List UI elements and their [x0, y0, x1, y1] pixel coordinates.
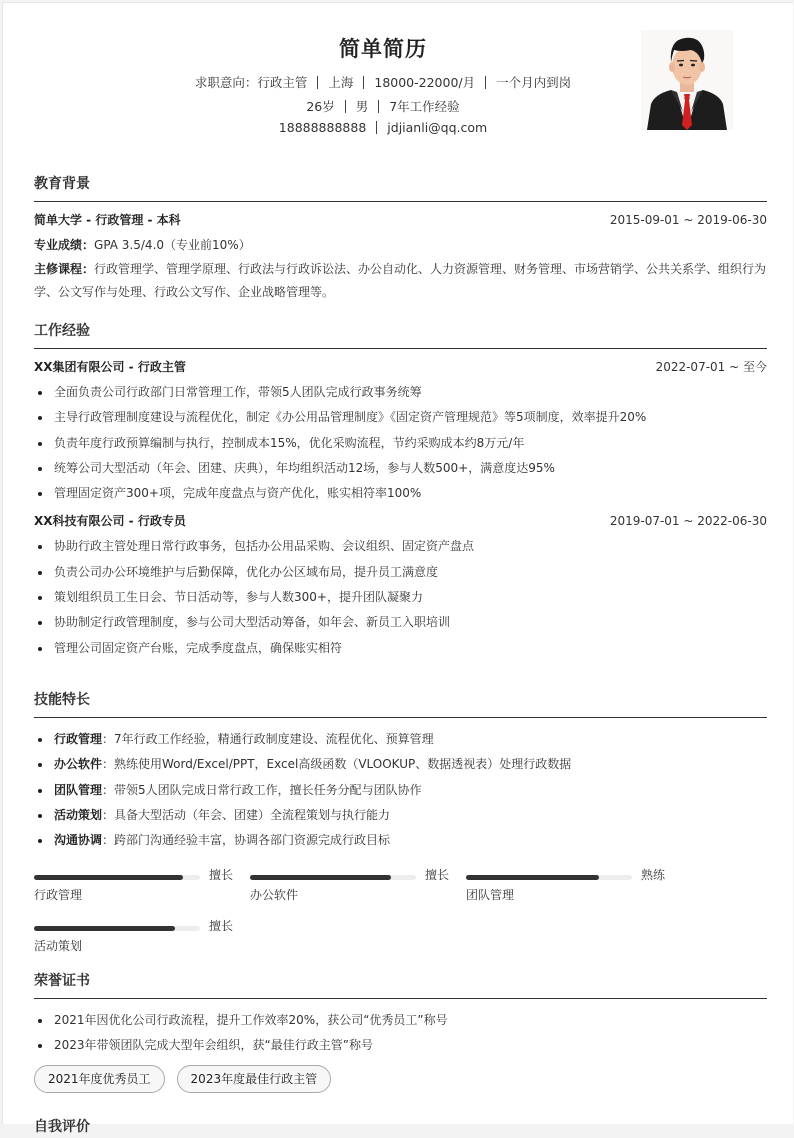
- courses-label: 主修课程：: [34, 262, 95, 276]
- honors-section: [34, 970, 767, 1093]
- self-evaluation-section: [34, 1116, 767, 1138]
- resume-header: [3, 3, 793, 153]
- education-period: 2015-09-01 ~ 2019-06-30: [609, 213, 767, 227]
- divider: [376, 121, 377, 134]
- skill-name: 团队管理: [466, 888, 515, 903]
- skill-desc: ：熟练使用Word/Excel/PPT，Excel高级函数（VLOOKUP、数据透视表）处理行政数据: [102, 757, 572, 772]
- resume-title: 简单简历: [339, 37, 427, 61]
- divider: [378, 100, 379, 113]
- skill-item: [34, 778, 767, 803]
- honor-tag: 2023年度最佳行政主管: [177, 1065, 332, 1093]
- honor-tags: [34, 1065, 767, 1093]
- skill-name: 活动策划: [34, 939, 83, 954]
- company-role: XX科技有限公司 - 行政专员: [34, 514, 186, 529]
- school-degree: 简单大学 - 行政管理 - 本科: [34, 213, 181, 227]
- progress-fill: [34, 926, 175, 931]
- skill-bars: [34, 869, 767, 981]
- list-item: 协助行政主管处理日常行政事务，包括办公用品采购、会议组织、固定资产盘点: [34, 534, 767, 559]
- courses-value: 行政管理学、管理学原理、行政法与行政诉讼法、办公自动化、人力资源管理、财务管理、市场营销学、公共关系学、组织行为学、公文写作与处理、行政公文写作、企业战略管理等。: [34, 262, 767, 299]
- job-header: [34, 509, 767, 534]
- skill-item: [34, 752, 767, 777]
- company-role: XX集团有限公司 - 行政主管: [34, 360, 186, 374]
- avatar-person-icon: [641, 30, 733, 130]
- skill-item: [34, 803, 767, 828]
- avatar-photo: [641, 30, 733, 130]
- honors-list: [34, 1008, 767, 1059]
- skill-bar: [34, 920, 234, 966]
- education-header: [34, 208, 767, 233]
- job-period: 2019-07-01 ~ 2022-06-30: [609, 514, 767, 529]
- job-duties: [34, 380, 767, 506]
- availability: 一个月内到岗: [496, 75, 572, 90]
- list-item: 负责公司办公环境维护与后勤保障，优化办公区域布局，提升员工满意度: [34, 560, 767, 585]
- list-item: 协助制定行政管理制度，参与公司大型活动筹备，如年会、新员工入职培训: [34, 610, 767, 635]
- list-item: 统筹公司大型活动（年会、团建、庆典），年均组织活动12场，参与人数500+，满意度达95%: [34, 456, 767, 481]
- progress-fill: [34, 875, 183, 880]
- job-duties: [34, 534, 767, 660]
- location: 上海: [328, 75, 354, 90]
- skill-item: [34, 727, 767, 752]
- experience-years: 7年工作经验: [389, 99, 460, 114]
- list-item: 2023年带领团队完成大型年会组织，获“最佳行政主管”称号: [34, 1033, 767, 1058]
- skill-desc: ：7年行政工作经验，精通行政制度建设、流程优化、预算管理: [102, 732, 434, 746]
- divider: [317, 76, 318, 89]
- skill-label: 沟通协调: [54, 833, 103, 848]
- section-title: 技能特长: [34, 692, 90, 708]
- section-title: 教育背景: [34, 176, 90, 192]
- skill-label: 办公软件: [54, 757, 103, 772]
- job-entry: [34, 355, 767, 506]
- skill-name: 办公软件: [250, 888, 299, 903]
- progress-track: [34, 926, 200, 931]
- skill-desc: ：带领5人团队完成日常行政工作，擅长任务分配与团队协作: [102, 782, 422, 797]
- skill-level: 擅长: [209, 919, 234, 934]
- skill-bar: [250, 869, 450, 915]
- gpa-row: [34, 233, 767, 258]
- section-title: 工作经验: [34, 323, 90, 339]
- age: 26岁: [306, 99, 335, 114]
- divider: [345, 100, 346, 113]
- courses-row: [34, 258, 767, 304]
- gpa-label: 专业成绩：: [34, 238, 95, 252]
- resume-page: [2, 2, 793, 1135]
- gpa-value: GPA 3.5/4.0（专业前10%）: [94, 238, 251, 252]
- skill-name: 行政管理: [34, 888, 83, 903]
- list-item: 策划组织员工生日会、节日活动等，参与人数300+，提升团队凝聚力: [34, 585, 767, 610]
- skill-label: 行政管理: [54, 732, 103, 746]
- list-item: 主导行政管理制度建设与流程优化，制定《办公用品管理制度》《固定资产管理规范》等5项制度，效率提升20%: [34, 405, 767, 430]
- skill-level: 擅长: [209, 868, 234, 883]
- list-item: 管理公司固定资产台账，完成季度盘点，确保账实相符: [34, 636, 767, 661]
- list-item: 负责年度行政预算编制与执行，控制成本15%，优化采购流程，节约采购成本约8万元/年: [34, 431, 767, 456]
- skill-level: 熟练: [641, 868, 666, 883]
- section-title: 自我评价: [34, 1119, 90, 1135]
- skill-level: 擅长: [425, 868, 450, 883]
- gender: 男: [355, 99, 369, 114]
- list-item: 2021年因优化公司行政流程，提升工作效率20%，获公司“优秀员工”称号: [34, 1008, 767, 1033]
- phone: 18888888888: [278, 120, 367, 135]
- job-header: [34, 355, 767, 380]
- skills-section: [34, 689, 767, 981]
- progress-fill: [250, 875, 391, 880]
- salary: 18000-22000/月: [374, 75, 476, 90]
- job-period: 2022-07-01 ~ 至今: [655, 360, 767, 374]
- job-intent: 求职意向：行政主管: [194, 75, 308, 90]
- skill-bar: [34, 869, 234, 915]
- email: jdjianli@qq.com: [387, 120, 488, 135]
- honor-tag: 2021年度优秀员工: [34, 1065, 165, 1093]
- skill-item: [34, 828, 767, 853]
- progress-fill: [466, 875, 599, 880]
- skill-desc: ：具备大型活动（年会、团建）全流程策划与执行能力: [102, 807, 391, 822]
- section-title: 荣誉证书: [34, 973, 90, 989]
- skill-bar: [466, 869, 666, 915]
- divider: [363, 76, 364, 89]
- list-item: 管理固定资产300+项，完成年度盘点与资产优化，账实相符率100%: [34, 481, 767, 506]
- work-section: [34, 320, 767, 661]
- skill-label: 活动策划: [54, 807, 103, 822]
- divider: [485, 76, 486, 89]
- skill-desc: ：跨部门沟通经验丰富，协调各部门资源完成行政目标: [102, 833, 391, 848]
- progress-track: [34, 875, 200, 880]
- skills-list: [34, 727, 767, 853]
- list-item: 全面负责公司行政部门日常管理工作，带领5人团队完成行政事务统筹: [34, 380, 767, 405]
- skill-label: 团队管理: [54, 782, 103, 797]
- job-entry: [34, 509, 767, 660]
- education-section: [34, 173, 767, 304]
- progress-track: [466, 875, 632, 880]
- progress-track: [250, 875, 416, 880]
